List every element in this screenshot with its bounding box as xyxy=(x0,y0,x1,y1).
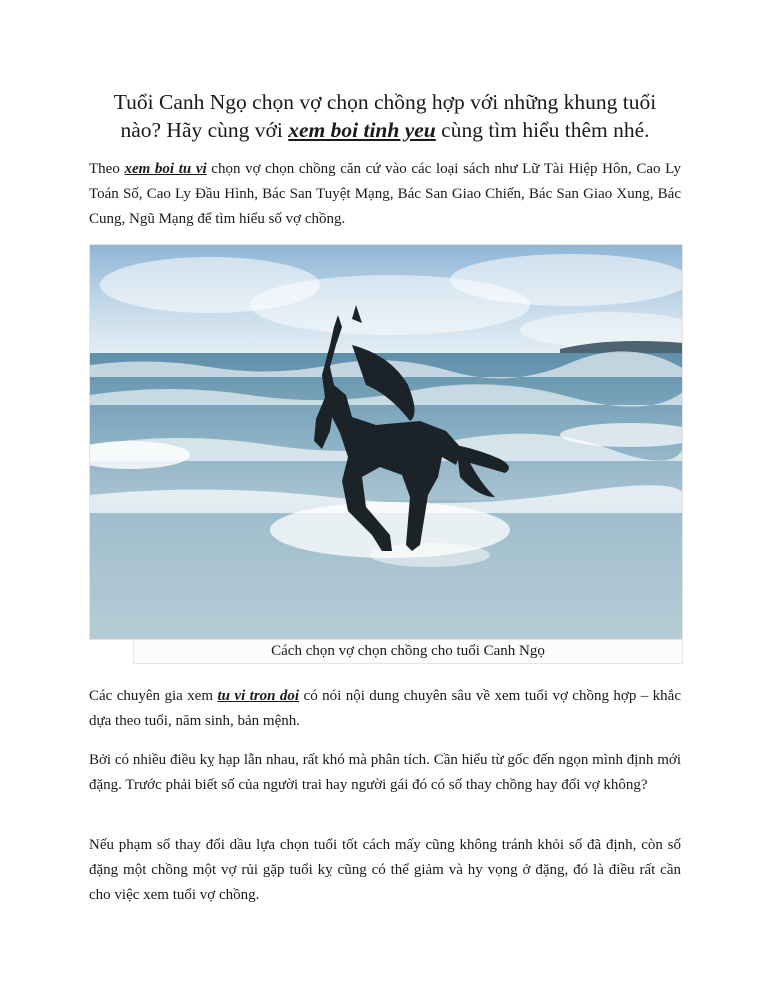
title-line-2-start: nào? Hãy cùng với xyxy=(120,118,289,142)
paragraph-intro-end: chọn vợ chọn chồng căn cứ vào các loại sách như Lữ Tài Hiệp Hôn, Cao Ly Toán Số, Cao Ly Đầu Hình, Bác San Tuyệt Mạng, Bác San Giao Chiến, Bác San Giao Xung, Bác Cung, Ngũ Mạng để tìm hiểu số vợ chồng. xyxy=(89,161,681,227)
paragraph-intro xyxy=(89,157,681,232)
title-line-1: Tuổi Canh Ngọ chọn vợ chọn chồng hợp với những khung tuổi xyxy=(113,90,657,114)
paragraph-intro-start: Theo xyxy=(89,161,125,177)
article-title xyxy=(80,88,690,144)
paragraph-experts xyxy=(89,684,681,734)
paragraph-analysis: Bởi có nhiều điều kỵ hạp lẫn nhau, rất khó mà phân tích. Cần hiểu từ gốc đến ngọn mình định mới đặng. Trước phải biết số của người trai hay người gái đó có số thay chồng hay đổi vợ không? xyxy=(89,752,681,793)
figure-caption: Cách chọn vợ chọn chồng cho tuổi Canh Ngọ xyxy=(133,640,683,664)
horse-photo xyxy=(89,244,683,640)
link-xem-boi-tu-vi[interactable]: xem boi tu vi xyxy=(124,161,207,177)
title-link-xem-boi-tinh-yeu[interactable]: xem boi tinh yeu xyxy=(288,118,436,142)
link-tu-vi-tron-doi[interactable]: tu vi tron doi xyxy=(217,688,300,704)
paragraph-experts-end: có nói nội dung chuyên sâu về xem tuổi vợ chồng hợp – khắc dựa theo tuổi, năm sinh, bản mệnh. xyxy=(89,688,681,729)
paragraph-experts-start: Các chuyên gia xem xyxy=(89,688,218,704)
title-line-2-end: cùng tìm hiểu thêm nhé. xyxy=(435,118,650,142)
paragraph-conclusion: Nếu phạm số thay đổi dầu lựa chọn tuổi tốt cách mấy cũng không tránh khỏi số đã định, còn số đặng một chồng một vợ rủi gặp tuổi kỵ cũng có thể giảm và hy vọng ở đặng, đó là điều rất cần cho việc xem tuổi vợ chồng. xyxy=(89,837,681,903)
figure xyxy=(89,244,683,666)
